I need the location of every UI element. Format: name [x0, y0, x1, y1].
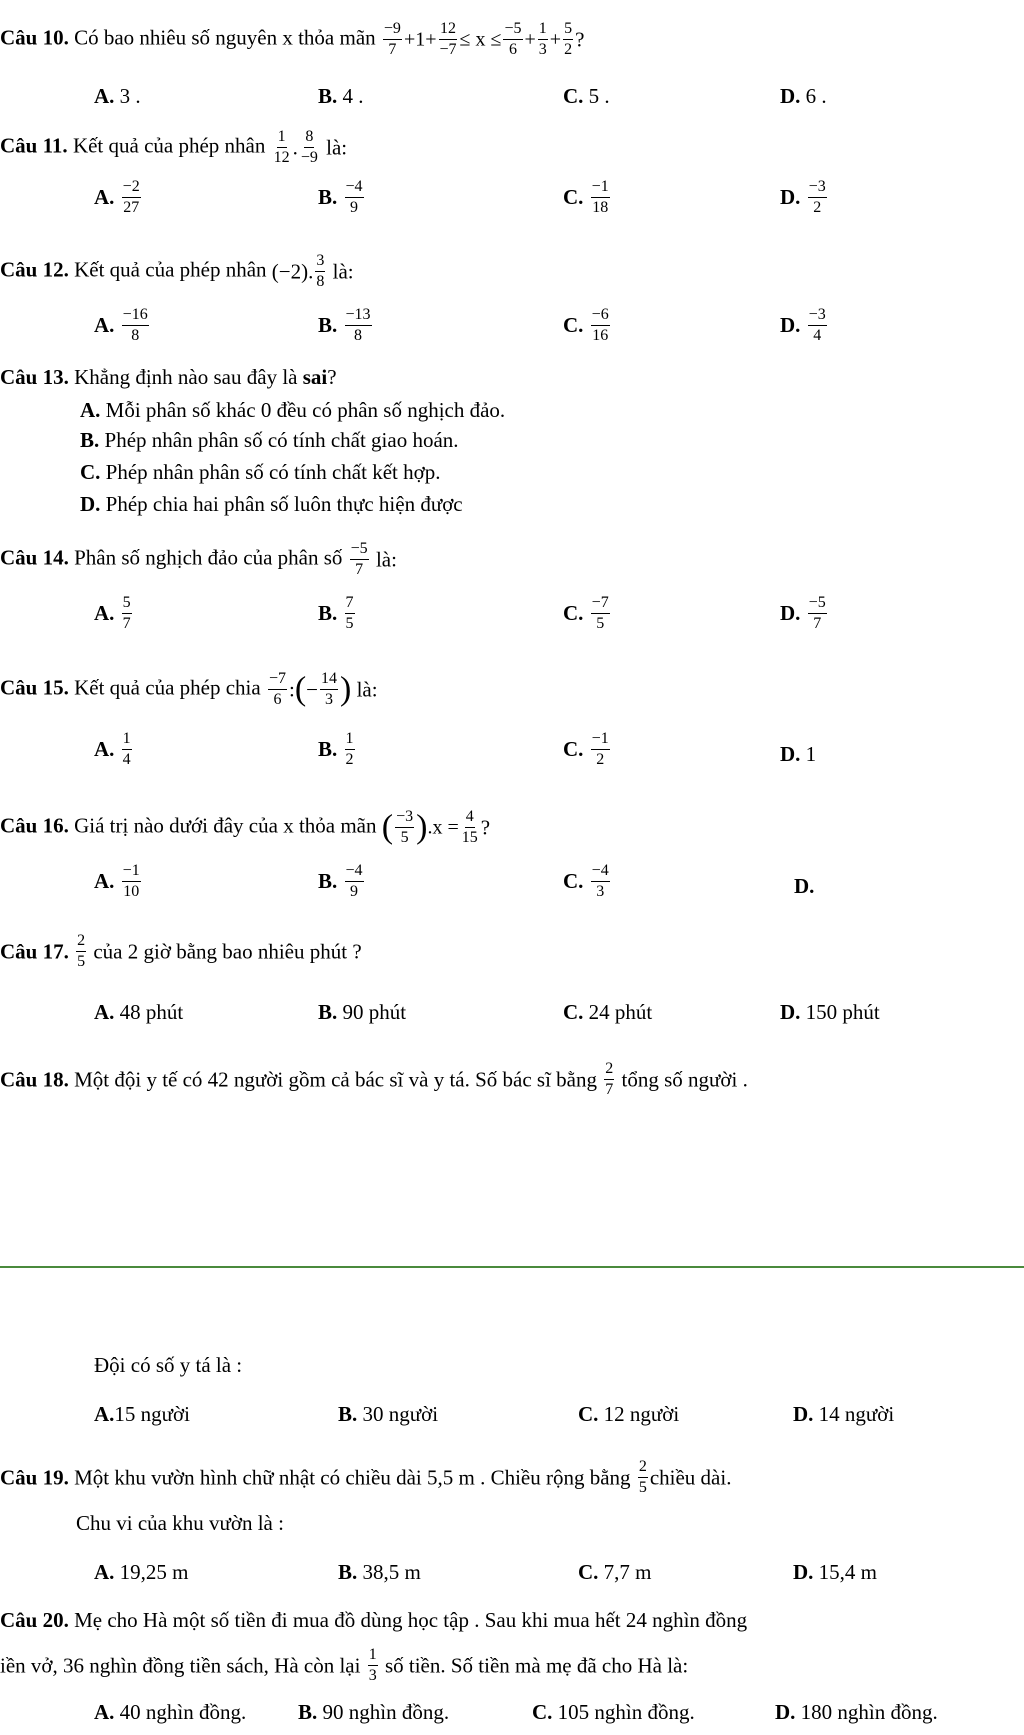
option-label: A. — [94, 869, 115, 893]
fraction-numerator: −3 — [395, 808, 414, 828]
option-value: 4 . — [342, 84, 364, 108]
option-label: C. — [563, 737, 584, 761]
question-text: là: — [332, 259, 354, 284]
fraction — [808, 178, 827, 217]
fraction — [383, 20, 402, 59]
question-20-line2 — [0, 1646, 688, 1685]
fraction-denominator: 16 — [592, 327, 609, 344]
fraction-denominator: 2 — [813, 199, 822, 216]
option-d[interactable] — [780, 306, 829, 345]
option-c[interactable] — [563, 594, 612, 633]
fraction-numerator: 7 — [345, 594, 355, 614]
option-label: C. — [80, 460, 101, 484]
option-label: B. — [338, 1402, 358, 1426]
fraction-numerator: 5 — [563, 20, 573, 40]
fraction-denominator: 27 — [123, 199, 140, 216]
question-text: Có bao nhiêu số nguyên x thỏa mãn — [74, 25, 376, 50]
question-text: Kết quả của phép nhân — [72, 133, 266, 158]
question-label: Câu 11. — [0, 133, 68, 158]
fraction-numerator: 2 — [76, 932, 86, 952]
option-b[interactable] — [318, 594, 357, 633]
question-text: số tiền. Số tiền mà mẹ đã cho Hà là: — [384, 1653, 689, 1678]
option-a[interactable] — [94, 730, 134, 769]
question-text: tổng số người . — [621, 1067, 748, 1092]
option-value: 150 phút — [805, 1000, 880, 1024]
option-label: C. — [578, 1402, 599, 1426]
option-b[interactable] — [318, 730, 357, 769]
option-label: B. — [318, 84, 338, 108]
fraction — [268, 670, 287, 709]
fraction-denominator: −9 — [300, 149, 318, 166]
option-value: 90 phút — [342, 1000, 407, 1024]
question-text: ? — [575, 27, 585, 52]
fraction — [345, 306, 372, 345]
fraction — [122, 862, 141, 901]
option-b[interactable] — [318, 1000, 406, 1025]
fraction-denominator: 7 — [388, 41, 397, 58]
option-label: D. — [780, 84, 801, 108]
option-a[interactable] — [94, 306, 151, 345]
parenthesis: ( — [294, 670, 307, 708]
fraction-numerator: −1 — [591, 730, 610, 750]
question-label: Câu 12. — [0, 257, 69, 282]
fraction-numerator: 14 — [320, 670, 338, 690]
option-label: D. — [780, 742, 801, 766]
question-text: Giá trị nào dưới đây của x thỏa mãn — [74, 813, 377, 838]
option-d[interactable] — [780, 84, 827, 109]
option-label: D. — [793, 1402, 814, 1426]
fraction-denominator: 8 — [354, 327, 363, 344]
option-b[interactable] — [298, 1700, 449, 1725]
fraction-numerator: 3 — [315, 252, 325, 272]
option-b[interactable] — [338, 1560, 421, 1585]
fraction — [638, 1458, 648, 1497]
fraction-denominator: 2 — [345, 751, 354, 768]
question-text: + — [524, 28, 536, 51]
option-value: 38,5 m — [362, 1560, 421, 1584]
fraction-numerator: −5 — [808, 594, 827, 614]
option-b[interactable] — [80, 428, 459, 453]
option-c[interactable] — [563, 730, 612, 769]
option-d[interactable] — [775, 1700, 938, 1725]
fraction-numerator: 8 — [304, 128, 314, 148]
fraction-denominator: 3 — [596, 883, 605, 900]
fraction-denominator: 2 — [564, 41, 573, 58]
fraction-denominator: 6 — [509, 41, 517, 58]
fraction-denominator: 5 — [638, 1479, 647, 1496]
question-text: Một khu vườn hình chữ nhật có chiều dài 5,5 m . Chiều rộng bằng — [74, 1465, 631, 1490]
fraction — [808, 306, 827, 345]
question-text: .x = — [427, 816, 459, 839]
fraction-denominator: 4 — [813, 327, 822, 344]
option-label: B. — [318, 601, 338, 625]
parenthesis: ) — [340, 670, 352, 708]
fraction — [320, 670, 338, 709]
option-c[interactable] — [80, 460, 440, 485]
option-label: C. — [563, 601, 584, 625]
question-18-subtext — [94, 1352, 242, 1378]
option-a[interactable] — [94, 1000, 183, 1025]
fraction-numerator: −4 — [591, 862, 610, 882]
fraction-numerator: −3 — [808, 178, 827, 198]
option-a[interactable] — [94, 84, 141, 109]
fraction-numerator: 1 — [277, 128, 287, 148]
fraction-numerator: −7 — [268, 670, 287, 690]
fraction — [591, 730, 610, 769]
fraction-denominator: 9 — [350, 199, 359, 216]
option-a[interactable] — [94, 1402, 190, 1427]
question-text: Khẳng định nào sau đây là — [74, 365, 298, 389]
fraction — [273, 128, 291, 167]
fraction — [439, 20, 458, 59]
option-value: 7,7 m — [603, 1560, 652, 1584]
option-value: 14 người — [818, 1402, 895, 1426]
fraction-denominator: 2 — [596, 751, 605, 768]
option-d[interactable] — [780, 1000, 880, 1025]
option-c[interactable] — [532, 1700, 695, 1725]
fraction — [538, 20, 548, 59]
option-value: 180 nghìn đồng. — [800, 1700, 938, 1724]
option-c[interactable] — [563, 306, 612, 345]
option-value: 15 người — [114, 1402, 190, 1426]
option-value: 3 . — [119, 84, 141, 108]
question-label: Câu 17. — [0, 939, 69, 964]
option-value: 105 nghìn đồng. — [557, 1700, 695, 1724]
fraction-numerator: −2 — [122, 178, 141, 198]
option-c[interactable] — [578, 1402, 679, 1427]
option-label: C. — [532, 1700, 553, 1724]
option-label: C. — [563, 84, 584, 108]
option-label: B. — [298, 1700, 318, 1724]
option-label: A. — [94, 1700, 115, 1724]
option-c[interactable] — [578, 1560, 652, 1585]
option-label: C. — [563, 869, 584, 893]
question-11 — [0, 128, 347, 167]
option-label: A. — [94, 1402, 115, 1426]
fraction-denominator: −7 — [439, 41, 457, 58]
fraction-numerator: 5 — [122, 594, 132, 614]
fraction — [122, 594, 132, 633]
fraction — [563, 20, 573, 59]
option-label: B. — [318, 1000, 338, 1024]
option-d[interactable] — [80, 492, 463, 517]
fraction-denominator: 3 — [368, 1667, 377, 1684]
question-text: là: — [356, 677, 378, 702]
fraction-numerator: −9 — [383, 20, 402, 40]
question-label: Câu 14. — [0, 545, 69, 570]
option-label: A. — [94, 185, 115, 209]
question-label: Câu 15. — [0, 675, 69, 700]
option-value: 5 . — [588, 84, 610, 108]
fraction — [461, 808, 479, 847]
option-value: 19,25 m — [119, 1560, 189, 1584]
fraction — [122, 306, 149, 345]
fraction — [315, 252, 325, 291]
option-value: Phép nhân phân số có tính chất kết hợp. — [105, 460, 441, 484]
option-c[interactable] — [563, 862, 612, 901]
option-d[interactable] — [794, 874, 814, 899]
question-text: ? — [327, 365, 337, 389]
option-a[interactable] — [80, 398, 505, 423]
fraction-denominator: 5 — [400, 829, 409, 846]
fraction-denominator: 5 — [345, 615, 354, 632]
option-a[interactable] — [94, 178, 143, 217]
fraction — [300, 128, 319, 167]
option-label: C. — [563, 313, 584, 337]
question-text: ≤ x ≤ — [459, 28, 502, 51]
section-divider — [0, 1266, 1024, 1268]
fraction-numerator: −4 — [345, 178, 364, 198]
parenthesis: ) — [416, 808, 428, 846]
option-d[interactable] — [793, 1402, 894, 1427]
fraction — [122, 730, 132, 769]
option-d[interactable] — [780, 594, 829, 633]
fraction-denominator: 6 — [273, 691, 282, 708]
option-label: C. — [578, 1560, 599, 1584]
option-value: Phép chia hai phân số luôn thực hiện được — [105, 492, 463, 516]
option-label: A. — [94, 601, 115, 625]
option-a[interactable] — [94, 1700, 246, 1725]
question-text: Kết quả của phép chia — [74, 675, 261, 700]
question-text: − — [306, 677, 318, 702]
fraction-denominator: 12 — [273, 149, 290, 166]
parenthesis: ( — [381, 808, 394, 846]
fraction — [350, 540, 369, 579]
fraction-numerator: −7 — [591, 594, 610, 614]
option-label: C. — [563, 1000, 584, 1024]
question-12 — [0, 252, 354, 291]
fraction-denominator: 3 — [325, 691, 333, 708]
option-label: B. — [318, 869, 338, 893]
option-b[interactable] — [318, 84, 364, 109]
fraction-numerator: −5 — [503, 20, 522, 40]
question-text: chiều dài. — [649, 1465, 732, 1490]
fraction-numerator: −1 — [122, 862, 141, 882]
fraction-denominator: 5 — [77, 953, 86, 970]
fraction — [604, 1060, 614, 1099]
question-label: Câu 16. — [0, 813, 69, 838]
fraction-numerator: −16 — [122, 306, 149, 326]
question-text: ? — [480, 815, 491, 840]
option-label: A. — [94, 313, 115, 337]
question-19-subtext — [76, 1510, 284, 1536]
fraction-numerator: −13 — [345, 306, 372, 326]
option-label: D. — [780, 313, 801, 337]
question-text: +1+ — [403, 28, 437, 51]
fraction-numerator: 1 — [122, 730, 132, 750]
option-a[interactable] — [94, 1560, 189, 1585]
question-14 — [0, 540, 397, 579]
question-text: Một đội y tế có 42 người gồm cả bác sĩ và y tá. Số bác sĩ bằng — [74, 1067, 597, 1092]
option-value: 24 phút — [588, 1000, 653, 1024]
option-label: A. — [94, 84, 115, 108]
fraction-numerator: −1 — [591, 178, 610, 198]
fraction-denominator: 7 — [355, 561, 364, 578]
question-text: . — [292, 135, 298, 160]
option-label: A. — [94, 1000, 115, 1024]
option-label: D. — [780, 1000, 801, 1024]
fraction-numerator: −3 — [808, 306, 827, 326]
option-label: A. — [80, 398, 101, 422]
option-value: 15,4 m — [818, 1560, 878, 1584]
option-d[interactable] — [793, 1560, 877, 1585]
fraction-denominator: 7 — [813, 615, 822, 632]
question-10 — [0, 20, 584, 59]
fraction-numerator: 4 — [465, 808, 475, 828]
fraction-numerator: 1 — [345, 730, 355, 750]
option-label: B. — [318, 313, 338, 337]
fraction-numerator: −4 — [345, 862, 364, 882]
question-15 — [0, 670, 378, 709]
option-value: 12 người — [603, 1402, 680, 1426]
option-d[interactable] — [780, 742, 816, 767]
option-label: C. — [563, 185, 584, 209]
option-a[interactable] — [94, 862, 143, 901]
option-value: 30 người — [362, 1402, 439, 1426]
fraction-numerator: 12 — [439, 20, 457, 40]
fraction — [345, 178, 364, 217]
question-text: là: — [326, 135, 348, 160]
option-label: D. — [775, 1700, 796, 1724]
question-16 — [0, 808, 490, 847]
option-label: D. — [794, 874, 815, 898]
fraction-denominator: 15 — [461, 829, 478, 846]
question-label: Câu 19. — [0, 1465, 69, 1490]
fraction-denominator: 7 — [122, 615, 131, 632]
fraction-numerator: 1 — [538, 20, 548, 40]
fraction — [591, 306, 610, 345]
option-label: B. — [318, 737, 338, 761]
fraction — [591, 178, 610, 217]
question-text: Chu vi của khu vườn là : — [76, 1511, 284, 1535]
fraction-denominator: 3 — [538, 41, 547, 58]
question-13 — [0, 364, 337, 390]
option-b[interactable] — [318, 306, 374, 345]
option-value: 90 nghìn đồng. — [322, 1700, 450, 1724]
option-a[interactable] — [94, 594, 134, 633]
option-label: D. — [780, 185, 801, 209]
option-value: 1 — [805, 742, 817, 766]
question-text: của 2 giờ bằng bao nhiêu phút ? — [93, 939, 362, 964]
fraction — [808, 594, 827, 633]
fraction-denominator: 8 — [131, 327, 140, 344]
option-label: B. — [80, 428, 100, 452]
fraction-numerator: 2 — [638, 1458, 648, 1478]
question-label: Câu 13. — [0, 365, 69, 389]
fraction-numerator: 2 — [604, 1060, 614, 1080]
fraction-denominator: 18 — [592, 199, 609, 216]
option-label: B. — [318, 185, 338, 209]
fraction-denominator: 8 — [316, 273, 325, 290]
question-text: là: — [375, 547, 397, 572]
fraction-denominator: 5 — [596, 615, 605, 632]
question-20 — [0, 1607, 747, 1633]
option-label: A. — [94, 737, 115, 761]
question-label: Câu 20. — [0, 1608, 69, 1632]
fraction — [122, 178, 141, 217]
fraction-numerator: 1 — [368, 1646, 378, 1666]
option-value: 40 nghìn đồng. — [119, 1700, 247, 1724]
fraction-denominator: 9 — [350, 883, 359, 900]
option-value: Mỗi phân số khác 0 đều có phân số nghịch đảo. — [105, 398, 506, 422]
question-text: Phân số nghịch đảo của phân số — [74, 545, 343, 570]
fraction-denominator: 4 — [122, 751, 131, 768]
fraction — [345, 862, 364, 901]
fraction — [395, 808, 414, 847]
fraction — [368, 1646, 378, 1685]
option-b[interactable] — [318, 862, 366, 901]
question-text: iền vở, 36 nghìn đồng tiền sách, Hà còn lại — [0, 1653, 361, 1678]
question-label: Câu 18. — [0, 1067, 69, 1092]
option-c[interactable] — [563, 84, 610, 109]
question-17 — [0, 932, 362, 971]
option-label: B. — [338, 1560, 358, 1584]
question-text: : — [288, 677, 295, 702]
fraction-denominator: 10 — [123, 883, 140, 900]
fraction-denominator: 7 — [605, 1081, 614, 1098]
question-text: Kết quả của phép nhân — [74, 257, 267, 282]
option-value: 48 phút — [119, 1000, 184, 1024]
question-text: + — [549, 28, 562, 51]
option-label: D. — [80, 492, 101, 516]
option-c[interactable] — [563, 1000, 652, 1025]
fraction — [76, 932, 86, 971]
option-label: D. — [793, 1560, 814, 1584]
fraction — [503, 20, 522, 59]
option-b[interactable] — [338, 1402, 438, 1427]
question-text: (−2). — [271, 259, 314, 284]
question-label: sai — [302, 365, 328, 389]
option-value: 6 . — [805, 84, 827, 108]
fraction — [591, 862, 610, 901]
option-label: A. — [94, 1560, 115, 1584]
question-text: Mẹ cho Hà một số tiền đi mua đồ dùng học tập . Sau khi mua hết 24 nghìn đồng — [74, 1608, 748, 1632]
fraction — [345, 730, 355, 769]
fraction-numerator: −5 — [350, 540, 369, 560]
option-label: D. — [780, 601, 801, 625]
option-d[interactable] — [780, 178, 829, 217]
question-text: Đội có số y tá là : — [94, 1353, 243, 1377]
option-c[interactable] — [563, 178, 612, 217]
option-b[interactable] — [318, 178, 366, 217]
question-19 — [0, 1458, 731, 1497]
fraction-numerator: −6 — [591, 306, 610, 326]
fraction — [591, 594, 610, 633]
question-18 — [0, 1060, 748, 1099]
question-label: Câu 10. — [0, 25, 69, 50]
option-value: Phép nhân phân số có tính chất giao hoán. — [104, 428, 459, 452]
fraction — [345, 594, 355, 633]
